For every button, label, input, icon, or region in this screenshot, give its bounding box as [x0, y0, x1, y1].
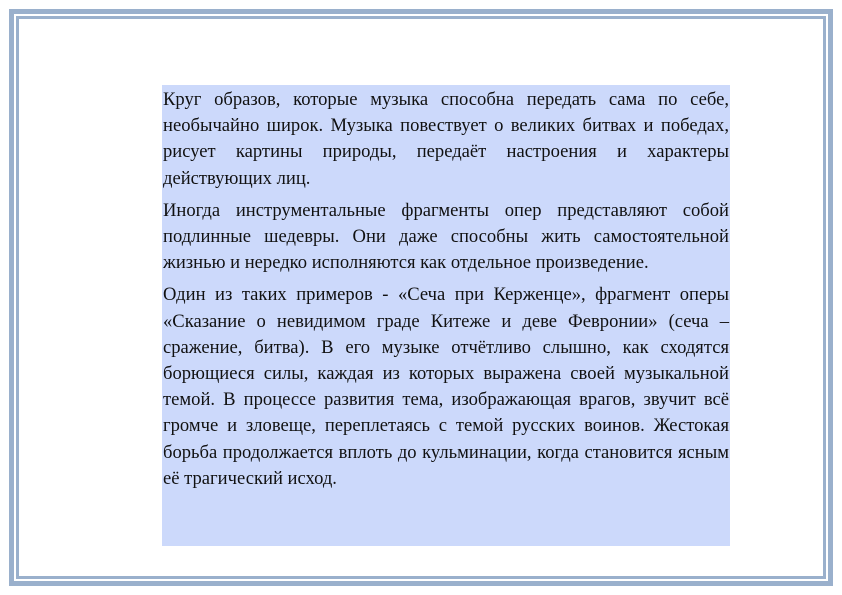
text-block	[162, 85, 730, 546]
paragraph-3: Один из таких примеров - «Сеча при Керженце», фрагмент оперы «Сказание о невидимом граде Китеже и деве Февронии» (сеча – сражение, битва). В его музыке отчётливо слышно, как сходятся борющиеся силы, каждая из которых выражена своей музыкальной темой. В процессе развития тема, изображающая врагов, звучит всё громче и зловеще, переплетаясь с темой русских воинов. Жестокая борьба продолжается вплоть до кульминации, когда становится ясным её трагический исход.	[163, 284, 729, 489]
paragraph-2: Иногда инструментальные фрагменты опер представляют собой подлинные шедевры. Они даже способны жить самостоятельной жизнью и нередко исполняются как отдельное произведение.	[163, 199, 729, 274]
paragraph-1: Круг образов, которые музыка способна передать сама по себе, необычайно широк. Музыка повествует о великих битвах и победах, рисует картины природы, передаёт настроения и характеры действующих лиц.	[163, 89, 729, 189]
